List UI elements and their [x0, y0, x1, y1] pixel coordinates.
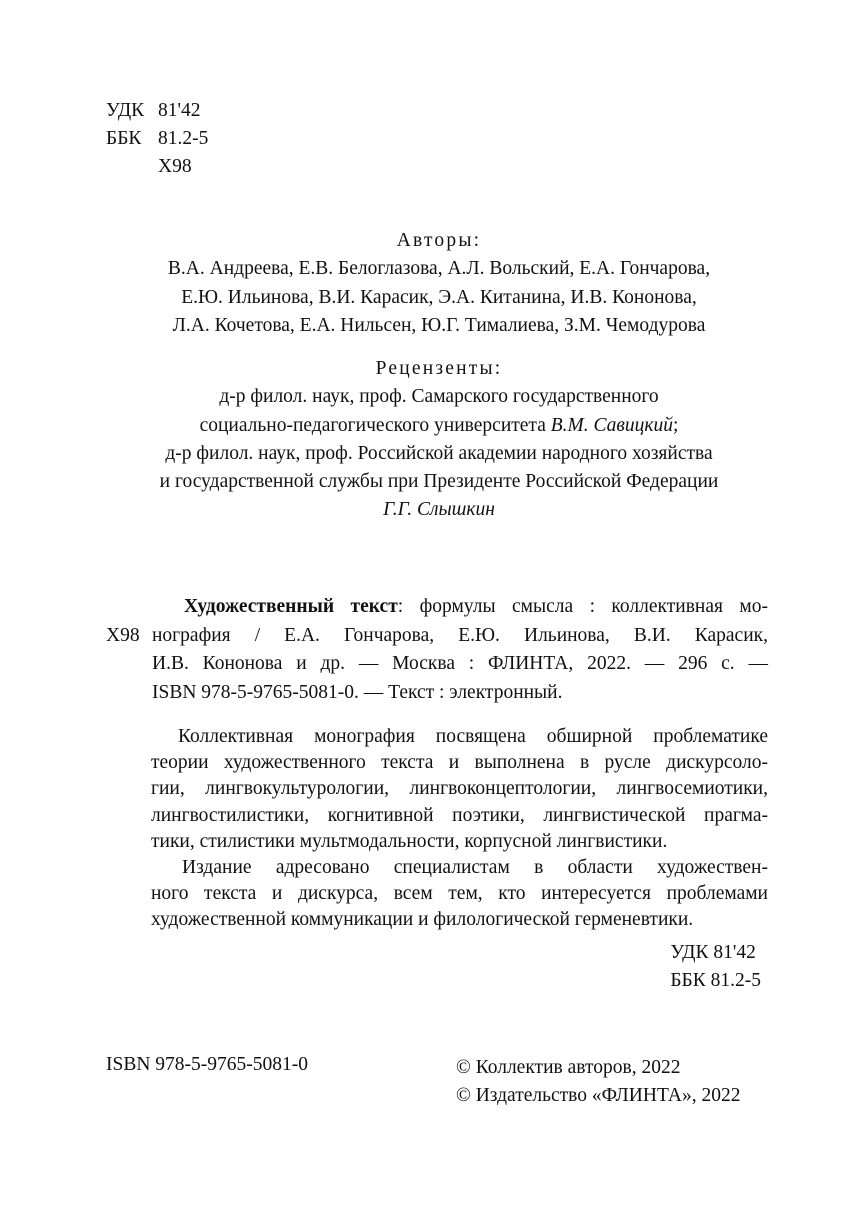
copyright-publisher: © Издательство «ФЛИНТА», 2022 — [456, 1085, 741, 1106]
reviewer-2-line: д-р филол. наук, проф. Российской академии народного хозяйства — [165, 442, 713, 464]
authors-block — [0, 227, 857, 340]
abstract-line: лингвостилистики, когнитивной поэтики, лингвистической прагма- — [151, 804, 768, 826]
abstract-line: ного текста и дискурса, всем тем, кто интересуется проблемами — [151, 883, 768, 905]
abstract-line: Издание адресовано специалистам в области художествен- — [182, 856, 768, 878]
reviewer-1-affiliation: социально-педагогического университета — [199, 414, 551, 436]
bbk-value: 81.2-5 — [158, 128, 209, 149]
reviewers-block — [0, 355, 857, 525]
authors-heading: Авторы: — [396, 230, 482, 251]
bbk-bottom: ББК 81.2-5 — [670, 970, 761, 991]
abstract-line: художественной коммуникации и филологической герменевтики. — [151, 909, 694, 931]
abstract-line: Коллективная монография посвящена обширной проблематике — [178, 726, 768, 747]
classification-bottom — [670, 939, 761, 995]
copyright-authors: © Коллектив авторов, 2022 — [456, 1057, 681, 1078]
authors-line: В.А. Андреева, Е.В. Белоглазова, А.Л. Вольский, Е.А. Гончарова, — [167, 258, 711, 280]
catalog-line: нография / Е.А. Гончарова, Е.Ю. Ильинова, В.И. Карасик, — [152, 624, 768, 646]
classification-top — [106, 97, 208, 181]
udk-bottom: УДК 81'42 — [670, 942, 756, 963]
abstract-line: теории художественного текста и выполнена в русле дискурсоло- — [151, 752, 768, 774]
catalog-line: ISBN 978-5-9765-5081-0. — Текст : электронный. — [152, 681, 563, 703]
authors-line: Л.А. Кочетова, Е.А. Нильсен, Ю.Г. Тималиева, З.М. Чемодурова — [172, 314, 706, 336]
reviewer-1-name: В.М. Савицкий — [550, 414, 673, 436]
abstract — [151, 724, 768, 934]
abstract-line: тики, стилистики мультмодальности, корпусной лингвистики. — [151, 830, 668, 852]
reviewer-2-name: Г.Г. Слышкин — [383, 499, 495, 521]
reviewers-heading: Рецензенты: — [375, 358, 503, 379]
catalog-line: Художественный текст: формулы смысла : коллективная мо- — [184, 596, 768, 617]
udk-value: 81'42 — [158, 100, 201, 121]
catalog-record — [106, 593, 768, 707]
udk-label: УДК — [106, 100, 145, 121]
abstract-line: гии, лингвокультурологии, лингвоконцептологии, лингвосемиотики, — [151, 778, 768, 800]
catalog-line: И.В. Кононова и др. — Москва : ФЛИНТА, 2022. — 296 с. — — [152, 653, 768, 675]
catalog-code: Х98 — [106, 624, 140, 646]
reviewer-2-line: и государственной службы при Президенте Российской Федерации — [159, 471, 719, 493]
authors-line: Е.Ю. Ильинова, В.И. Карасик, Э.А. Китанина, И.В. Кононова, — [181, 286, 697, 308]
bbk-label: ББК — [106, 128, 142, 149]
author-sign: Х98 — [158, 156, 192, 177]
isbn: ISBN 978-5-9765-5081-0 — [106, 1054, 309, 1075]
reviewer-1-line — [0, 412, 857, 440]
reviewer-1-punct: ; — [673, 414, 679, 436]
reviewer-1-line: д-р филол. наук, проф. Самарского государственного — [219, 386, 659, 408]
copyright — [456, 1054, 740, 1110]
book-title: Художественный текст — [184, 596, 398, 617]
